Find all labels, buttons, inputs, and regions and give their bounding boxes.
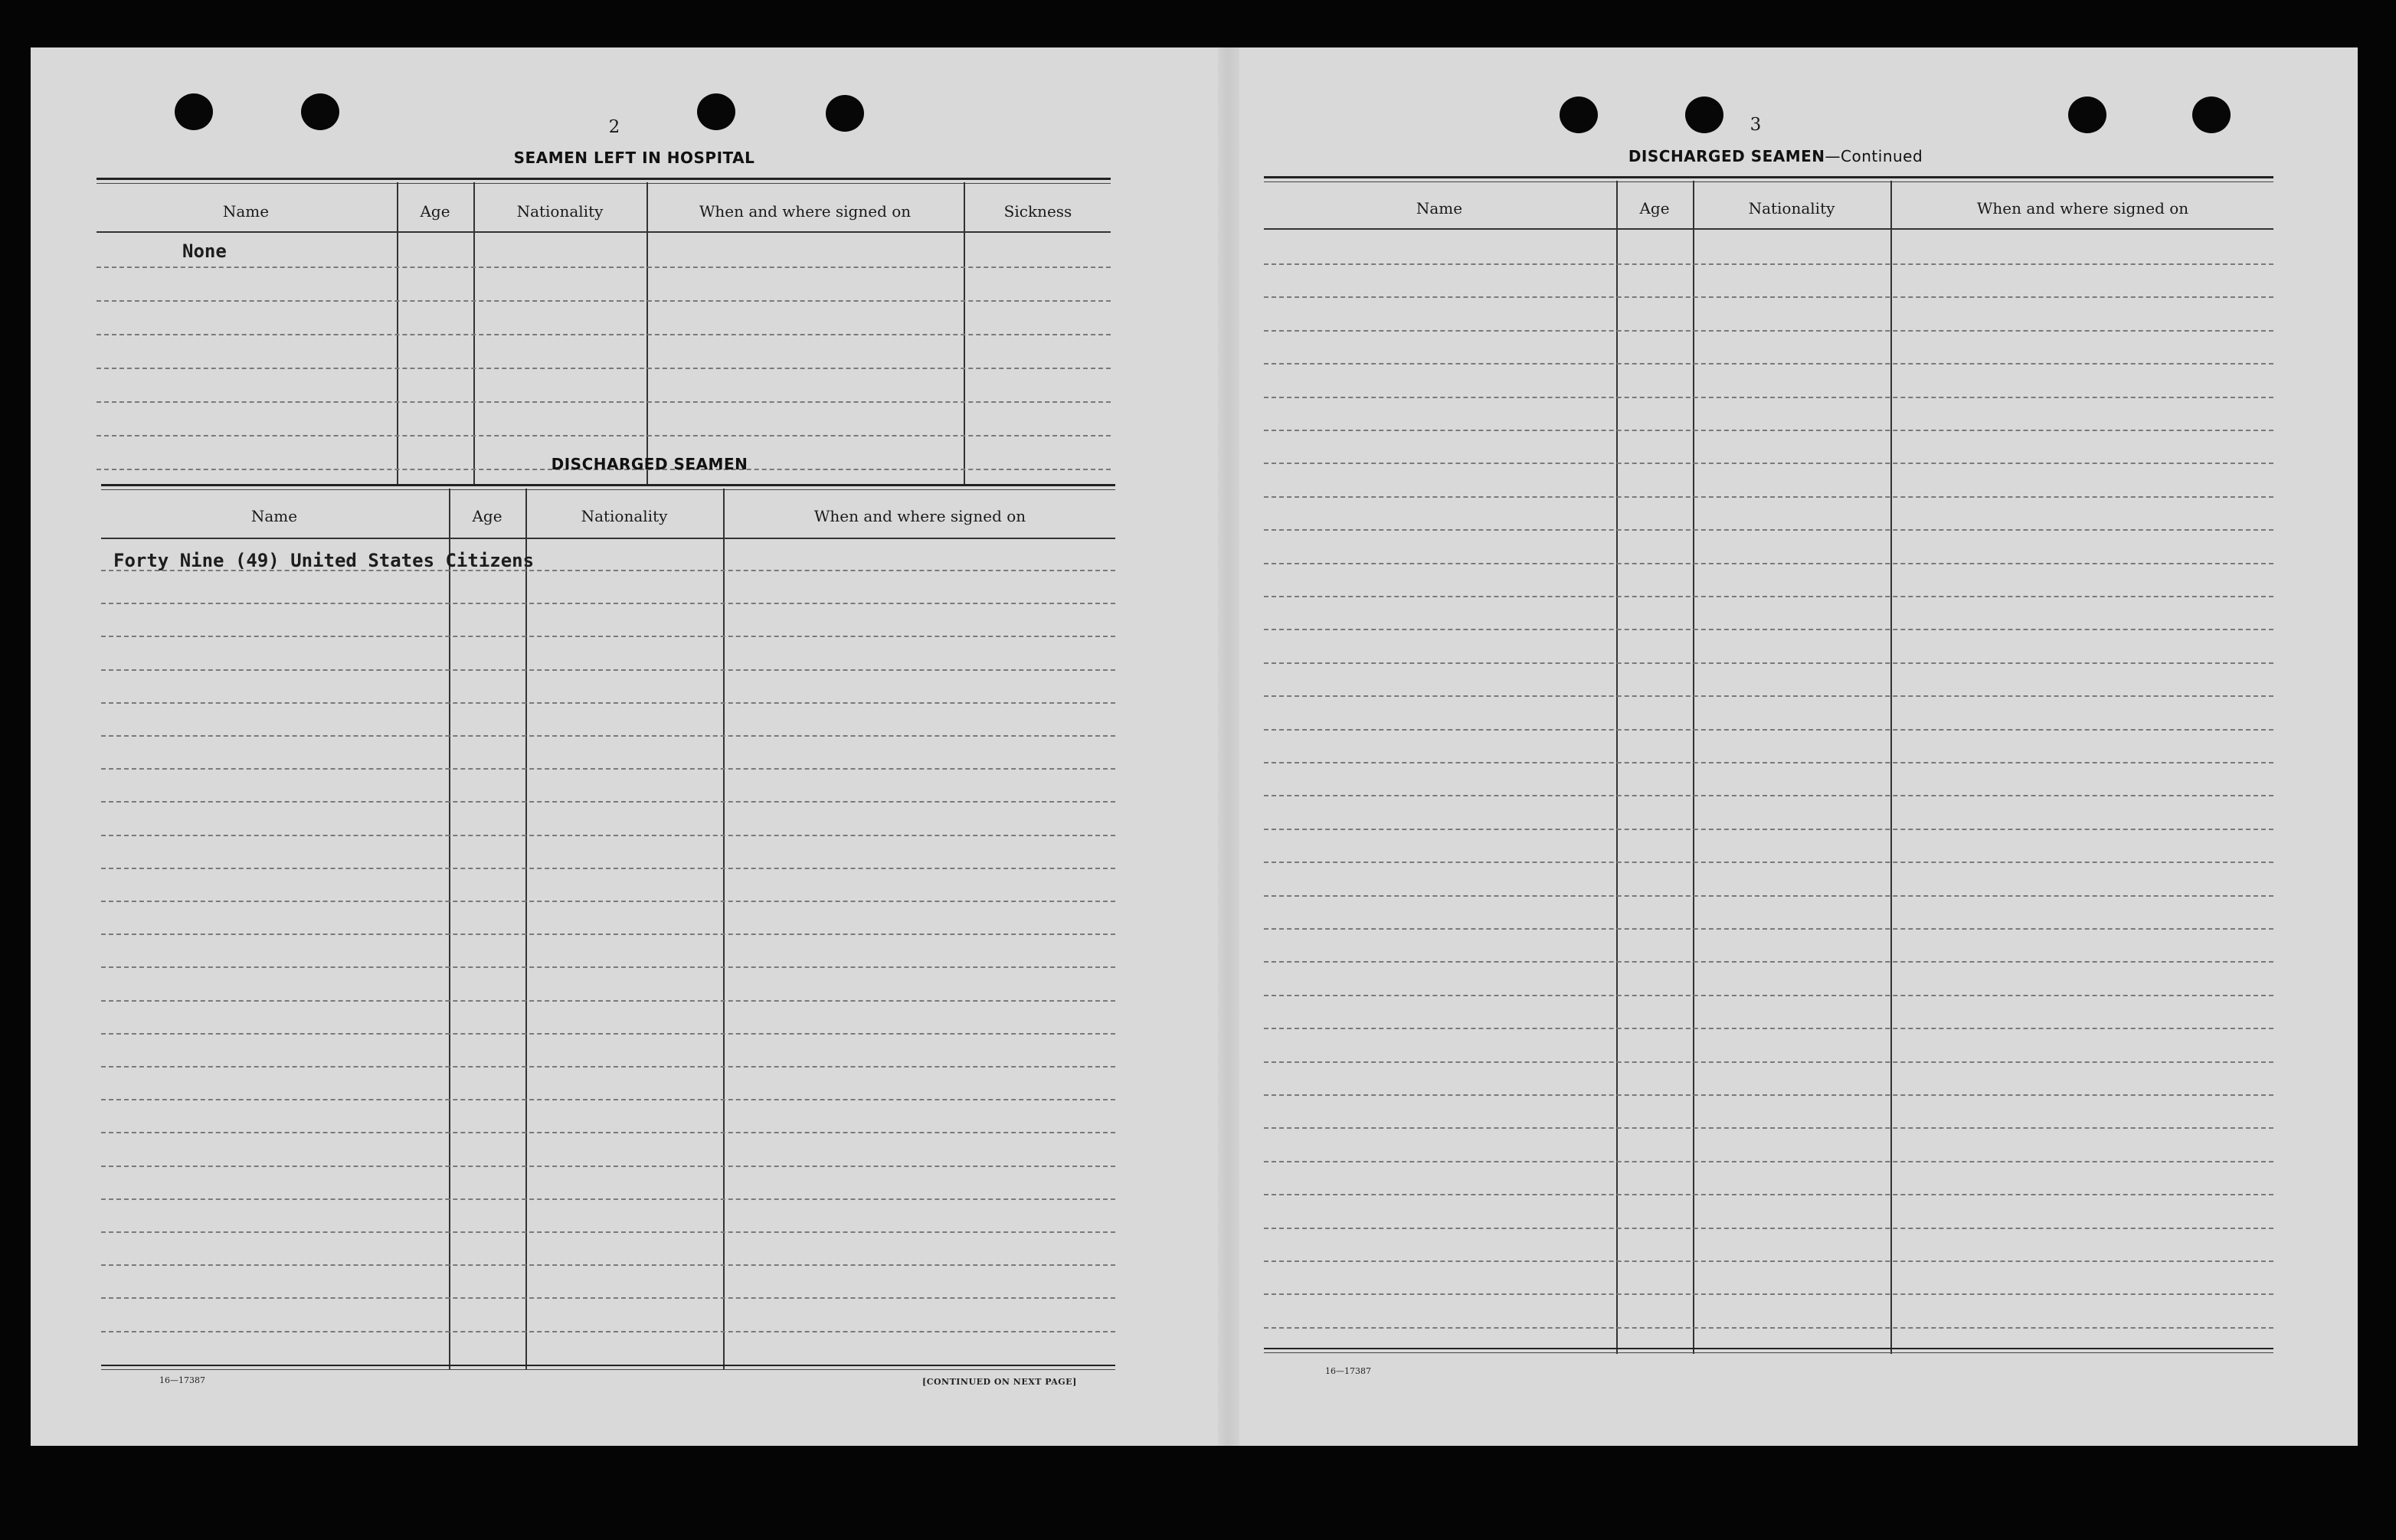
col-header-nationality: Nationality (1748, 199, 1835, 217)
punch-hole (826, 95, 864, 132)
table-row (101, 835, 1115, 836)
table-row (1264, 795, 2273, 796)
table-row (1264, 1061, 2273, 1063)
table-row (1264, 296, 2273, 298)
table-row (101, 1166, 1115, 1167)
table-row (1264, 1293, 2273, 1295)
col-header-age: Age (1639, 199, 1670, 217)
table-row (101, 768, 1115, 770)
table-row (1264, 596, 2273, 597)
table-row (1264, 363, 2273, 365)
table-row (101, 1297, 1115, 1299)
table-row (1264, 397, 2273, 398)
table-row (101, 1331, 1115, 1332)
table-row (1264, 762, 2273, 763)
table-row (101, 1000, 1115, 1002)
table-row (1264, 961, 2273, 963)
table-row (1264, 430, 2273, 431)
table-row (101, 636, 1115, 637)
table-row (1264, 1228, 2273, 1229)
col-header-nationality: Nationality (516, 202, 604, 221)
table-row (101, 669, 1115, 671)
hospital-table (97, 178, 1111, 484)
center-fold (1218, 47, 1239, 1446)
table-row (1264, 1127, 2273, 1129)
table-row (1264, 1094, 2273, 1096)
table-row (101, 966, 1115, 968)
table-row (1264, 1327, 2273, 1329)
table-row (1264, 629, 2273, 630)
table-row (101, 1099, 1115, 1100)
table-row (101, 868, 1115, 869)
table-row (1264, 529, 2273, 531)
col-header-age: Age (420, 202, 450, 221)
table-row (101, 1198, 1115, 1200)
col-header-when-where: When and where signed on (699, 202, 912, 221)
form-number: 16—17387 (159, 1375, 205, 1385)
table-row (101, 735, 1115, 737)
table-row (101, 933, 1115, 935)
page-number: 2 (608, 117, 620, 137)
table-row (1264, 263, 2273, 265)
table-row (101, 1231, 1115, 1233)
hospital-entry: None (182, 240, 227, 262)
discharged-entry: Forty Nine (49) United States Citizens (113, 550, 535, 571)
col-header-when-where: When and where signed on (813, 507, 1026, 525)
table-row (1264, 862, 2273, 863)
page-number: 3 (1750, 115, 1762, 135)
table-row (1264, 1194, 2273, 1195)
col-header-age: Age (472, 507, 502, 525)
continued-suffix: —Continued (1825, 147, 1923, 165)
table-row (101, 901, 1115, 902)
col-header-name: Name (222, 202, 270, 221)
punch-hole (175, 93, 213, 130)
table-row (101, 702, 1115, 704)
hospital-section-title: SEAMEN LEFT IN HOSPITAL (513, 149, 755, 167)
punch-hole (1685, 96, 1723, 133)
table-row (1264, 563, 2273, 564)
col-header-when-where: When and where signed on (1976, 199, 2189, 217)
discharged-section-title: DISCHARGED SEAMEN (551, 455, 748, 473)
ledger-sheet (31, 47, 2358, 1446)
left-page (31, 47, 1218, 1446)
col-header-sickness: Sickness (1003, 202, 1072, 221)
table-row (1264, 695, 2273, 697)
table-row (1264, 928, 2273, 930)
table-row (101, 1033, 1115, 1035)
table-row (1264, 330, 2273, 332)
continued-note: [CONTINUED ON NEXT PAGE] (922, 1377, 1077, 1387)
punch-hole (2068, 96, 2106, 133)
discharged-title: DISCHARGED SEAMEN (1628, 147, 1825, 165)
table-row (1264, 895, 2273, 897)
table-row (101, 1264, 1115, 1266)
col-header-nationality: Nationality (581, 507, 668, 525)
col-header-name: Name (1416, 199, 1463, 217)
table-row (101, 1132, 1115, 1133)
punch-hole (1560, 96, 1598, 133)
table-row (1264, 662, 2273, 664)
table-row (101, 1066, 1115, 1068)
form-number: 16—17387 (1325, 1366, 1371, 1376)
table-row (1264, 463, 2273, 464)
col-header-name: Name (250, 507, 298, 525)
table-row (1264, 1161, 2273, 1162)
punch-hole (301, 93, 339, 130)
table-row (101, 801, 1115, 803)
punch-hole (2192, 96, 2231, 133)
right-page (1239, 47, 2358, 1446)
table-row (1264, 496, 2273, 498)
table-row (101, 603, 1115, 604)
discharged-continued-title (1507, 147, 2044, 165)
table-row (1264, 995, 2273, 996)
table-row (1264, 1260, 2273, 1262)
table-row (1264, 729, 2273, 731)
discharged-continued-table (1264, 176, 2273, 1354)
punch-hole (697, 93, 735, 130)
discharged-table (101, 484, 1115, 1374)
table-row (1264, 1028, 2273, 1029)
table-row (1264, 829, 2273, 830)
